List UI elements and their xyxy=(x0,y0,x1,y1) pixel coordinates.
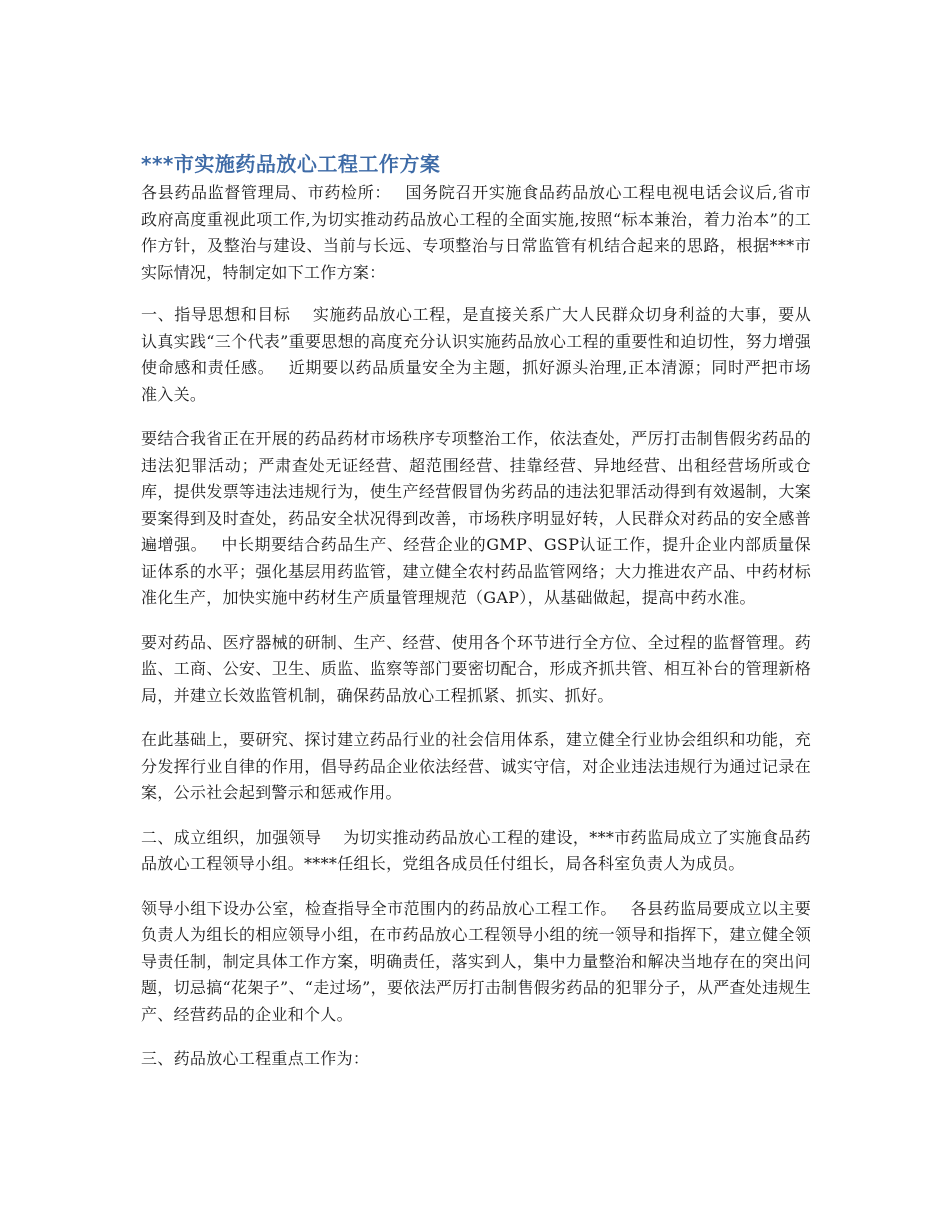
paragraph-full-supervision: 要对药品、医疗器械的研制、生产、经营、使用各个环节进行全方位、全过程的监督管理。药监、工商、公安、卫生、质监、监察等部门要密切配合，形成齐抓共管、相互补台的管理新格局，并建立长效监管机制，确保药品放心工程抓紧、抓实、抓好。 xyxy=(141,632,811,705)
paragraph-credit-system: 在此基础上，要研究、探讨建立药品行业的社会信用体系，建立健全行业协会组织和功能，充分发挥行业自律的作用，倡导药品企业依法经营、诚实守信，对企业违法违规行为通过记录在案，公示社会起到警示和惩戒作用。 xyxy=(141,730,811,802)
paragraph-key-work-heading: 三、药品放心工程重点工作为： xyxy=(141,1049,370,1068)
paragraph-intro: 各县药品监督管理局、市药检所： 国务院召开实施食品药品放心工程电视电话会议后,省市政府高度重视此项工作,为切实推动药品放心工程的全面实施,按照“标本兼治，着力治本”的工作方针，及整治与建设、当前与长远、专项整治与日常监管有机结合起来的思路，根据***市实际情况，特制定如下工作方案： xyxy=(141,183,811,282)
document-title: ***市实施药品放心工程工作方案 xyxy=(141,152,441,176)
paragraph-leadership-group: 二、成立组织，加强领导 为切实推动药品放心工程的建设，***市药监局成立了实施食品药品放心工程领导小组。****任组长，党组各成员任付组长，局各科室负责人为成员。 xyxy=(141,827,811,873)
paragraph-guiding-ideas: 一、指导思想和目标 实施药品放心工程，是直接关系广大人民群众切身利益的大事，要从认真实践“三个代表”重要思想的高度充分认识实施药品放心工程的重要性和迫切性，努力增强使命感和责任感。 近期要以药品质量安全为主题，抓好源头治理,正本清源；同时严把市场准入关。 xyxy=(141,305,811,404)
document-page xyxy=(141,150,811,1091)
paragraph-special-rectification: 要结合我省正在开展的药品药材市场秩序专项整治工作，依法查处，严厉打击制售假劣药品的违法犯罪活动；严肃查处无证经营、超范围经营、挂靠经营、异地经营、出租经营场所或仓库，提供发票等违法违规行为，使生产经营假冒伪劣药品的违法犯罪活动得到有效遏制，大案要案得到及时查处，药品安全状况得到改善，市场秩序明显好转，人民群众对药品的安全感普遍增强。 中长期要结合药品生产、经营企业的GMP、GSP认证工作，提升企业内部质量保证体系的水平；强化基层用药监管，建立健全农村药品监管网络；大力推进农产品、中药材标准化生产，加快实施中药材生产质量管理规范（GAP），从基础做起，提高中药水准。 xyxy=(141,429,811,607)
paragraph-office: 领导小组下设办公室，检查指导全市范围内的药品放心工程工作。 各县药监局要成立以主要负责人为组长的相应领导小组，在市药品放心工程领导小组的统一领导和指挥下，建立健全领导责任制，制定具体工作方案，明确责任，落实到人，集中力量整治和解决当地存在的突出问题，切忌搞“花架子”、“走过场”，要依法严厉打击制售假劣药品的犯罪分子，从严查处违规生产、经营药品的企业和个人。 xyxy=(141,898,811,1024)
